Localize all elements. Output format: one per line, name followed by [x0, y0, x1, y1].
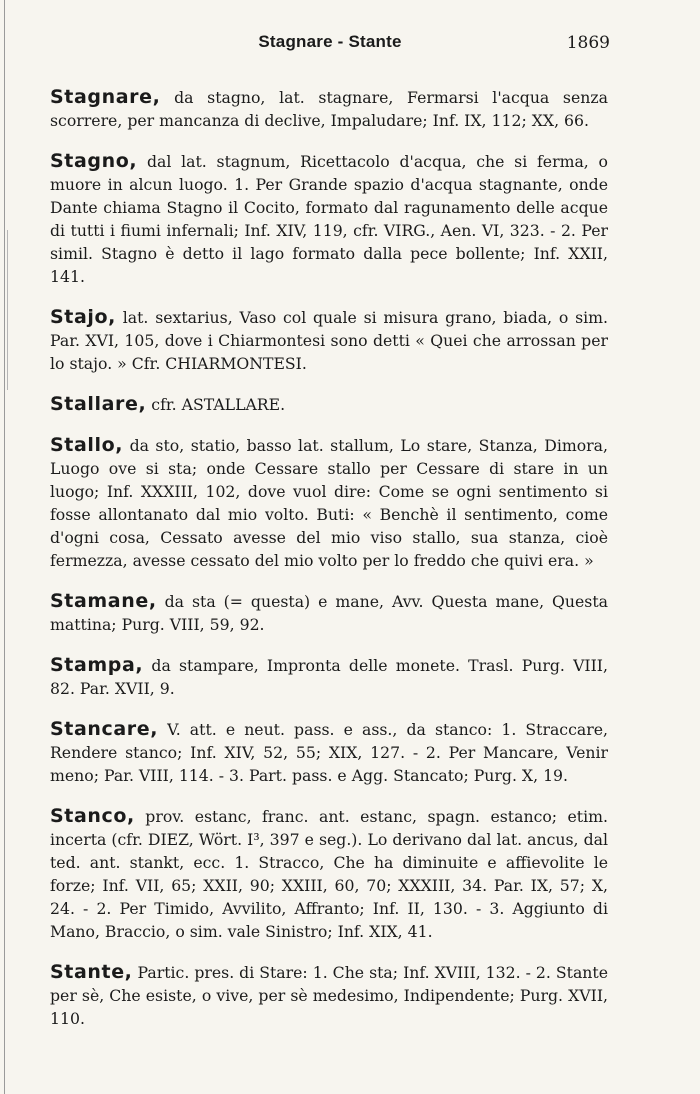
- headword: Stante,: [50, 960, 133, 983]
- headword: Stagno,: [50, 149, 138, 172]
- headword: Stagnare,: [50, 85, 161, 108]
- entry-stancare: [50, 718, 608, 787]
- entry-stagno: [50, 150, 608, 288]
- headword: Stallare,: [50, 392, 147, 415]
- entry-stampa: [50, 654, 608, 700]
- entry-text: prov. estanc, franc. ant. estanc, spagn. estanco; etim. incerta (cfr. DIEZ, Wört. I³, 397 e seg.). Lo derivano dal lat. ancus, dal ted. ant. stankt, ecc. 1. Stracco, Che ha diminuite e affievolite le forze; Inf. VII, 65; XXII, 90; XXIII, 60, 70; XXXIII, 34. Par. IX, 57; X, 24. - 2. Per Timido, Avvilito, Affranto; Inf. II, 130. - 3. Aggiunto di Mano, Braccio, o sim. vale Sinistro; Inf. XIX, 41.: [50, 806, 608, 941]
- page-number: 1869: [566, 33, 610, 53]
- entry-text: da sto, statio, basso lat. stallum, Lo stare, Stanza, Dimora, Luogo ove si sta; onde Cessare stallo per Cessare di stare in un luogo; Inf. XXXIII, 102, dove vuol dire: Come se ogni sentimento si fosse allontanato dal mio volto. Buti: « Benchè il sentimento, come d'ogni cosa, Cessato avesse del mio viso stallo, sua stanza, cioè fermezza, avesse cessato del mio volto per lo freddo che quivi era. »: [50, 435, 608, 570]
- headword: Stajo,: [50, 305, 116, 328]
- headword: Stampa,: [50, 653, 144, 676]
- page-edge-line: [4, 0, 5, 1094]
- running-header: Stagnare - Stante: [258, 32, 402, 51]
- entry-stamane: [50, 590, 608, 636]
- page-edge-line-inner: [7, 230, 8, 390]
- entry-text: lat. sextarius, Vaso col quale si misura grano, biada, o sim. Par. XVI, 105, dove i Chiarmontesi sono detti « Quei che arrossan per lo stajo. » Cfr. CHIARMONTESI.: [50, 307, 608, 373]
- dictionary-body: [50, 70, 608, 1048]
- entry-text: Partic. pres. di Stare: 1. Che sta; Inf. XVIII, 132. - 2. Stante per sè, Che esiste, o vive, per sè medesimo, Indipendente; Purg. XVII, 110.: [50, 962, 608, 1028]
- entry-text: V. att. e neut. pass. e ass., da stanco: 1. Straccare, Rendere stanco; Inf. XIV, 52, 55; XIX, 127. - 2. Per Mancare, Venir meno; Par. VIII, 114. - 3. Part. pass. e Agg. Stancato; Purg. X, 19.: [50, 719, 608, 785]
- headword: Stallo,: [50, 433, 124, 456]
- entry-stagnare: [50, 86, 608, 132]
- entry-text: da stagno, lat. stagnare, Fermarsi l'acqua senza scorrere, per mancanza di declive, Impaludare; Inf. IX, 112; XX, 66.: [50, 87, 608, 130]
- headword: Stanco,: [50, 804, 135, 827]
- entry-stanco: [50, 805, 608, 943]
- entry-text: dal lat. stagnum, Ricettacolo d'acqua, che si ferma, o muore in alcun luogo. 1. Per Grande spazio d'acqua stagnante, onde Dante chiama Stagno il Cocito, formato dal ragunamento delle acque di tutti i fiumi infernali; Inf. XIV, 119, cfr. VIRG., Aen. VI, 323. - 2. Per simil. Stagno è detto il lago formato dalla pece bollente; Inf. XXII, 141.: [50, 151, 608, 286]
- headword: Stancare,: [50, 717, 159, 740]
- entry-stallare: [50, 393, 608, 416]
- entry-stante: [50, 961, 608, 1030]
- entry-text: cfr. ASTALLARE.: [146, 394, 286, 414]
- entry-text: da stampare, Impronta delle monete. Trasl. Purg. VIII, 82. Par. XVII, 9.: [50, 655, 608, 698]
- entry-stallo: [50, 434, 608, 572]
- headword: Stamane,: [50, 589, 157, 612]
- entry-text: da sta (= questa) e mane, Avv. Questa mane, Questa mattina; Purg. VIII, 59, 92.: [50, 591, 608, 634]
- entry-stajo: [50, 306, 608, 375]
